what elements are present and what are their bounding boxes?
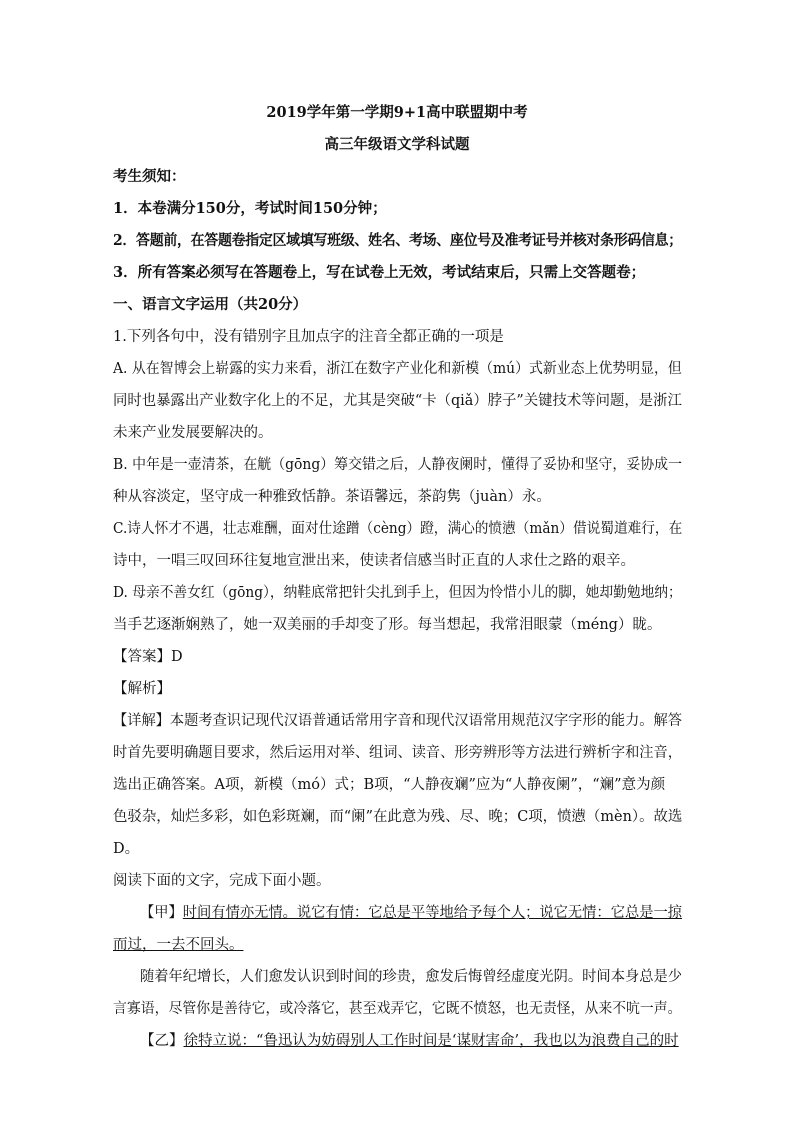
passage-yi-tag: 【乙】 [140, 1033, 184, 1049]
analysis-line: D。 [113, 841, 140, 857]
analysis-line: 时首先要明确题目要求，然后运用对举、组词、读音、形旁辨形等方法进行辨析字和注音， [113, 745, 682, 761]
analysis-line: 色驳杂，灿烂多彩，如色彩斑斓，而“阑”在此意为残、尽、晚；C项，愤懑（mèn）。故选 [113, 809, 683, 825]
analysis-line: 选出正确答案。A项，新模（mó）式；B项，“人静夜斓”应为“人静夜阑”，“斓”意为颜 [113, 777, 666, 793]
option-b-line: 种从容淡定，坚守成一种雅致恬静。茶语馨远，茶韵隽（juàn）永。 [113, 489, 551, 505]
option-d-line: D. 母亲不善女红（gōng），纳鞋底常把针尖扎到手上，但因为怜惜小儿的脚，她却勤勉地纳； [113, 585, 682, 601]
notice-item: 1．本卷满分150分，考试时间150分钟； [113, 200, 387, 217]
analysis-line: 【详解】本题考查识记现代汉语普通话常用字音和现代汉语常用规范汉字字形的能力。解答 [113, 713, 682, 729]
option-d-line: 当手艺逐渐娴熟了，她一双美丽的手却变了形。每当想起，我常泪眼蒙（méng）眬。 [113, 617, 662, 633]
exam-title: 2019学年第一学期9+1高中联盟期中考 [266, 104, 528, 121]
passage-paragraph-line: 随着年纪增长，人们愈发认识到时间的珍贵，愈发后悔曾经虚度光阴。时间本身总是少 [140, 969, 683, 985]
analysis-label: 【解析】 [113, 681, 171, 697]
passage-jia-line [113, 935, 244, 955]
passage-jia-tag: 【甲】 [140, 905, 183, 921]
passage-paragraph-line: 言寡语，尽管你是善待它，或冷落它，甚至戏弄它，它既不愤怒，也无责怪，从来不吭一声。 [113, 1001, 682, 1017]
passage-yi-line [140, 1031, 679, 1051]
section-heading: 一、语言文字运用（共20分） [113, 296, 308, 313]
option-a-line: A. 从在智博会上崭露的实力来看，浙江在数字产业化和新模（mú）式新业态上优势明显，但 [113, 361, 682, 377]
passage-yi-text: 徐特立说：“鲁迅认为妨碍别人工作时间是‘谋财害命’，我也以为浪费自己的时 [183, 1033, 679, 1049]
question-stem: 1.下列各句中，没有错别字且加点字的注音全都正确的一项是 [113, 329, 504, 345]
reading-intro: 阅读下面的文字，完成下面小题。 [113, 873, 331, 889]
passage-jia-text: 时间有情亦无情。说它有情：它总是平等地给予每个人；说它无情：它总是一掠 [182, 905, 683, 921]
answer-label: 【答案】D [113, 649, 183, 665]
passage-jia-line [140, 903, 682, 923]
passage-jia-text: 而过，一去不回头。 [113, 937, 244, 953]
notice-item: 2．答题前，在答题卷指定区域填写班级、姓名、考场、座位号及准考证号并核对条形码信息； [113, 232, 682, 249]
option-b-line: B. 中年是一壶清茶，在觥（gōng）筹交错之后，人静夜阑时，懂得了妥协和坚守，妥协成一 [113, 457, 682, 473]
option-c-line: 诗中，一唱三叹回环往复地宣泄出来，使读者信感当时正直的人求仕之路的艰辛。 [113, 553, 635, 569]
option-c-line: C.诗人怀才不遇，壮志难酬，面对仕途蹭（cèng）蹬，满心的愤懑（mǎn）借说蜀道难行，在 [113, 521, 683, 537]
exam-subtitle: 高三年级语文学科试题 [324, 136, 470, 153]
notice-item: 3．所有答案必须写在答题卷上，写在试卷上无效，考试结束后，只需上交答题卷； [113, 264, 646, 281]
option-a-line: 同时也暴露出产业数字化上的不足，尤其是突破“卡（qiǎ）脖子”关键技术等问题，是浙江 [113, 393, 682, 409]
option-a-line: 未来产业发展要解决的。 [113, 425, 273, 441]
notice-heading: 考生须知： [113, 168, 186, 185]
